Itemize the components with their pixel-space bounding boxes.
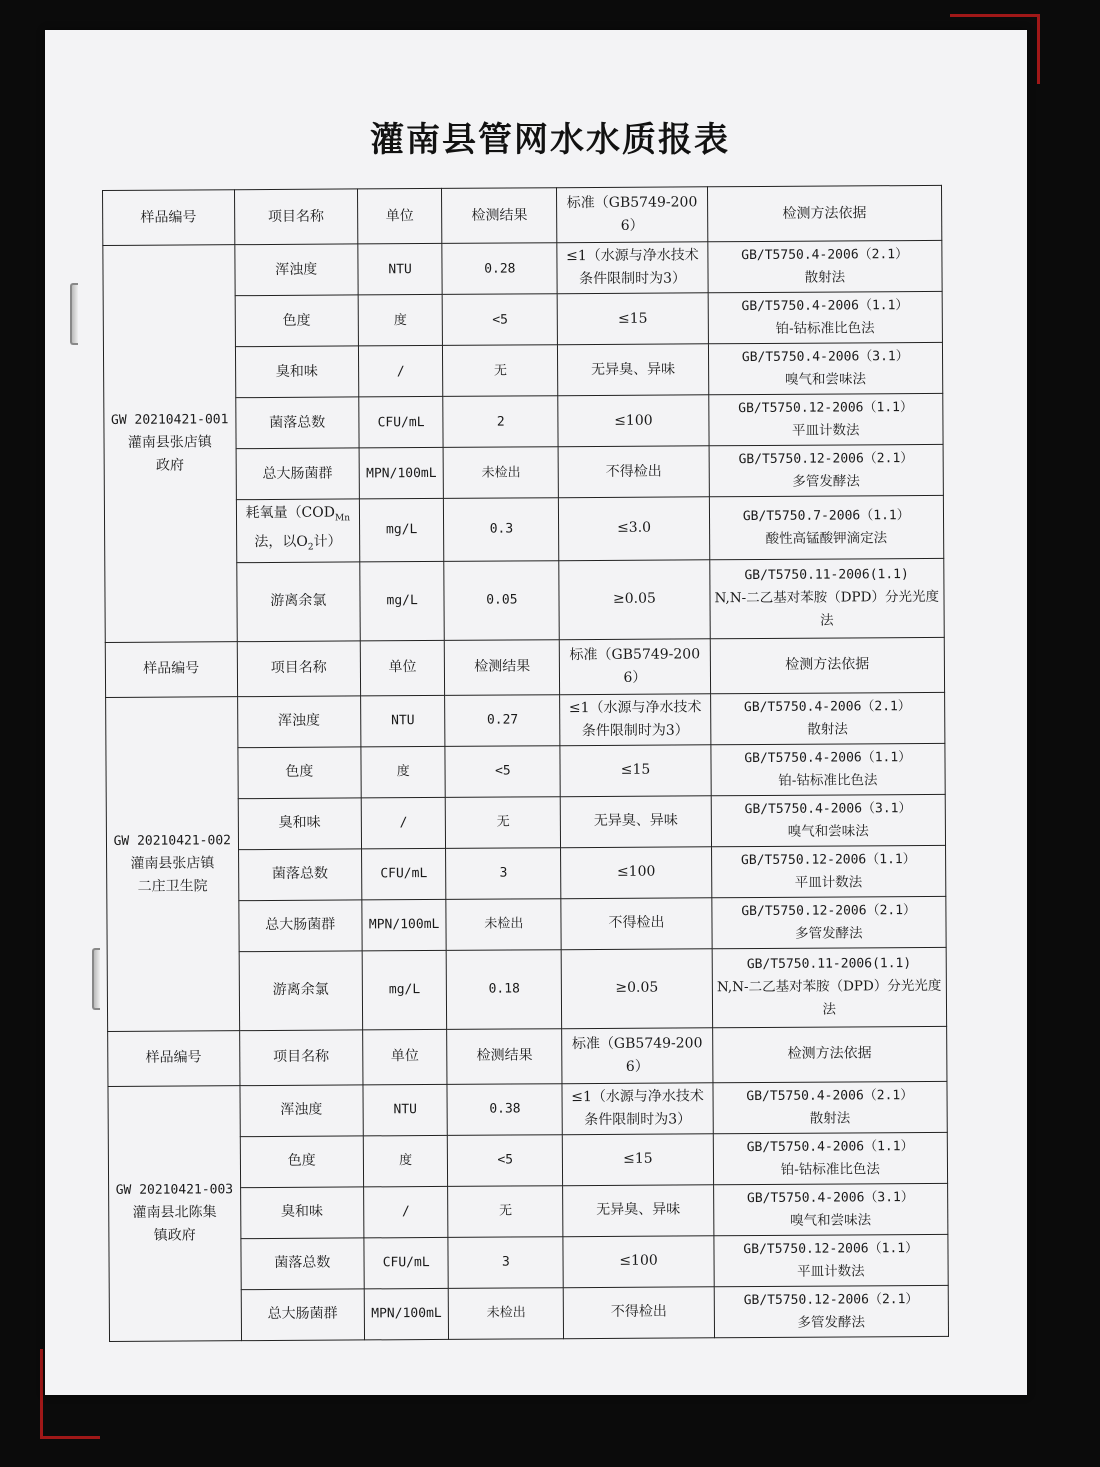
item-name: 菌落总数 — [235, 397, 359, 449]
item-name: 浑浊度 — [237, 696, 361, 748]
method-code: GB/T5750.4-2006（1.1） — [746, 1138, 914, 1155]
standard-cell: ≥0.05 — [559, 559, 710, 639]
sample-location: 灌南县张店镇 — [130, 854, 215, 872]
method-cell — [710, 692, 945, 744]
result-cell: 0.18 — [446, 949, 562, 1029]
page-title: 灌南县管网水水质报表 — [370, 120, 730, 160]
method-name: 酸性高锰酸钾滴定法 — [765, 530, 888, 547]
method-code: GB/T5750.4-2006（2.1） — [746, 1087, 914, 1104]
header-sample-id: 样品编号 — [108, 1030, 240, 1086]
item-subscript: Mn — [334, 513, 351, 524]
result-cell: 3 — [448, 1236, 563, 1288]
method-cell — [712, 1081, 947, 1133]
method-name: 多管发酵法 — [792, 473, 860, 490]
item-name: 臭和味 — [238, 798, 362, 850]
unit-cell: MPN/100mL — [364, 1288, 449, 1340]
result-cell: 未检出 — [443, 447, 558, 499]
header-standard: 标准（GB5749-2006） — [560, 638, 710, 694]
method-name: 铂-钴标准比色法 — [778, 771, 878, 789]
result-cell: 0.3 — [444, 498, 560, 561]
unit-cell: mg/L — [362, 950, 447, 1030]
sample-id: GW 20210421-003 — [115, 1182, 234, 1199]
method-cell — [708, 393, 943, 445]
standard-cell: ≤15 — [558, 293, 708, 345]
result-cell: 0.27 — [445, 694, 560, 746]
sample-id-cell — [106, 696, 240, 1031]
item-name-part: 耗氧量（COD — [245, 504, 336, 522]
method-cell — [711, 845, 946, 897]
method-code: GB/T5750.12-2006（2.1） — [743, 1291, 919, 1308]
result-cell: <5 — [442, 294, 557, 346]
header-sample-id: 样品编号 — [103, 190, 235, 246]
item-name: 臭和味 — [240, 1187, 364, 1239]
unit-cell: / — [364, 1186, 449, 1238]
corner-mark — [1037, 14, 1040, 84]
header-unit: 单位 — [357, 188, 442, 244]
item-name: 臭和味 — [235, 346, 359, 398]
item-name: 色度 — [240, 1136, 364, 1188]
table-row — [103, 240, 942, 296]
item-name: 总大肠菌群 — [241, 1289, 365, 1341]
header-standard: 标准（GB5749-2006） — [562, 1027, 712, 1083]
item-name: 色度 — [235, 295, 359, 347]
item-name: 游离余氯 — [239, 951, 363, 1031]
item-name: 色度 — [238, 747, 362, 799]
method-cell — [713, 1183, 948, 1235]
item-name: 游离余氯 — [236, 562, 360, 642]
method-cell — [709, 558, 944, 638]
header-method: 检测方法依据 — [710, 637, 945, 693]
unit-cell: NTU — [358, 243, 443, 295]
method-cell — [710, 743, 945, 795]
sample-id: GW 20210421-002 — [113, 832, 232, 849]
method-cell — [708, 342, 943, 394]
result-cell: 未检出 — [448, 1287, 563, 1339]
water-quality-table — [102, 185, 949, 1342]
standard-cell: 无异臭、异味 — [561, 795, 711, 847]
sample-id: GW 20210421-001 — [110, 412, 229, 429]
method-name: 嗅气和尝味法 — [790, 1211, 872, 1229]
standard-cell: ≤1（水源与净水技术条件限制时为3） — [560, 693, 710, 745]
method-cell — [714, 1285, 949, 1337]
method-code: GB/T5750.4-2006（2.1） — [743, 698, 911, 715]
item-name: 浑浊度 — [234, 244, 358, 296]
unit-cell: / — [361, 797, 446, 849]
header-item: 项目名称 — [239, 1030, 363, 1086]
table-row — [106, 692, 945, 748]
header-method: 检测方法依据 — [707, 185, 942, 241]
corner-mark — [950, 14, 1040, 17]
result-cell: 无 — [443, 345, 558, 397]
result-cell: 0.05 — [444, 560, 560, 640]
method-cell — [707, 240, 942, 292]
method-name: 铂-钴标准比色法 — [775, 320, 875, 337]
staple-icon — [92, 948, 100, 1010]
unit-cell: CFU/mL — [361, 848, 446, 900]
sample-location: 灌南县张店镇 — [127, 434, 212, 452]
table-header-row — [105, 637, 944, 697]
sample-id-cell — [103, 245, 237, 642]
header-standard: 标准（GB5749-2006） — [557, 187, 707, 243]
item-name — [236, 499, 360, 562]
item-name: 浑浊度 — [240, 1085, 364, 1137]
result-cell: 2 — [443, 396, 558, 448]
method-name: N,N-二乙基对苯胺（DPD）分光光度法 — [716, 977, 942, 1018]
method-name: 平皿计数法 — [794, 873, 863, 891]
header-result: 检测结果 — [442, 188, 557, 244]
item-name: 总大肠菌群 — [238, 900, 362, 952]
header-result: 检测结果 — [445, 639, 560, 695]
method-cell — [709, 495, 944, 559]
standard-cell: 无异臭、异味 — [563, 1184, 713, 1236]
sample-id-cell — [108, 1085, 241, 1341]
staple-icon — [70, 283, 78, 345]
sample-location: 镇政府 — [153, 1227, 196, 1244]
unit-cell: / — [358, 345, 443, 397]
result-cell: <5 — [445, 745, 560, 797]
sample-location: 灌南县北陈集 — [132, 1204, 217, 1221]
header-item: 项目名称 — [237, 641, 361, 697]
standard-cell: ≤100 — [561, 846, 711, 898]
method-cell — [711, 896, 946, 948]
unit-cell: MPN/100mL — [362, 899, 447, 951]
method-code: GB/T5750.11-2006(1.1) — [744, 567, 909, 584]
unit-cell: NTU — [363, 1084, 448, 1136]
method-cell — [708, 291, 943, 343]
method-code: GB/T5750.11-2006(1.1) — [746, 956, 912, 973]
item-subscript: 2 — [307, 542, 314, 553]
standard-cell: 无异臭、异味 — [558, 344, 708, 396]
standard-cell: 不得检出 — [558, 446, 708, 498]
standard-cell: ≥0.05 — [562, 948, 713, 1028]
method-name: 散射法 — [804, 269, 846, 286]
standard-cell: ≤15 — [560, 744, 710, 796]
method-code: GB/T5750.4-2006（3.1） — [744, 800, 912, 817]
method-cell — [713, 1234, 948, 1286]
result-cell: 3 — [446, 847, 561, 899]
unit-cell: CFU/mL — [364, 1237, 449, 1289]
method-code: GB/T5750.4-2006（3.1） — [741, 349, 909, 366]
header-result: 检测结果 — [447, 1028, 562, 1084]
method-name: 平皿计数法 — [797, 1262, 865, 1280]
method-cell — [711, 794, 946, 846]
item-name: 菌落总数 — [240, 1238, 364, 1290]
method-code: GB/T5750.4-2006（1.1） — [744, 749, 912, 766]
corner-mark — [40, 1349, 43, 1439]
sample-location: 政府 — [155, 457, 185, 474]
table-header-row — [108, 1026, 947, 1086]
sample-location: 二庄卫生院 — [137, 877, 208, 895]
standard-cell: ≤1（水源与净水技术条件限制时为3） — [557, 242, 707, 294]
method-name: 嗅气和尝味法 — [787, 822, 869, 840]
unit-cell: 度 — [361, 746, 446, 798]
method-name: 散射法 — [807, 721, 848, 738]
result-cell: 0.28 — [442, 243, 557, 295]
unit-cell: NTU — [361, 695, 446, 747]
item-name: 菌落总数 — [238, 849, 362, 901]
method-code: GB/T5750.12-2006（1.1） — [740, 851, 916, 868]
result-cell: 无 — [445, 796, 560, 848]
result-cell: 未检出 — [446, 898, 561, 950]
standard-cell: 不得检出 — [564, 1286, 714, 1338]
unit-cell: 度 — [358, 294, 443, 346]
method-cell — [709, 444, 944, 496]
unit-cell: MPN/100mL — [359, 447, 444, 499]
method-name: 多管发酵法 — [797, 1313, 865, 1331]
header-sample-id: 样品编号 — [105, 641, 237, 697]
unit-cell: 度 — [363, 1135, 448, 1187]
standard-cell: ≤100 — [558, 395, 708, 447]
method-name: 嗅气和尝味法 — [784, 371, 866, 388]
method-code: GB/T5750.7-2006（1.1） — [742, 507, 910, 524]
header-unit: 单位 — [360, 640, 445, 696]
method-cell — [712, 947, 947, 1027]
method-code: GB/T5750.4-2006（3.1） — [746, 1189, 914, 1206]
result-cell: <5 — [448, 1134, 563, 1186]
method-code: GB/T5750.12-2006（1.1） — [738, 400, 914, 417]
standard-cell: ≤1（水源与净水技术条件限制时为3） — [562, 1082, 712, 1134]
header-unit: 单位 — [363, 1029, 448, 1085]
header-item: 项目名称 — [234, 189, 358, 245]
item-name: 总大肠菌群 — [236, 448, 360, 500]
corner-mark — [40, 1436, 100, 1439]
method-name: 铂-钴标准比色法 — [780, 1160, 880, 1178]
method-code: GB/T5750.12-2006（1.1） — [743, 1240, 919, 1257]
method-code: GB/T5750.12-2006（2.1） — [741, 902, 917, 919]
method-name: 平皿计数法 — [791, 422, 860, 439]
item-name-part: 计） — [313, 533, 342, 550]
item-name-part: 法，以O — [254, 533, 308, 550]
standard-cell: ≤15 — [563, 1133, 713, 1185]
standard-cell: ≤3.0 — [559, 497, 709, 561]
unit-cell: mg/L — [359, 498, 444, 561]
method-name: 多管发酵法 — [795, 924, 863, 942]
table-header-row — [103, 185, 942, 245]
unit-cell: CFU/mL — [359, 396, 444, 448]
method-code: GB/T5750.4-2006（2.1） — [741, 247, 909, 264]
method-code: GB/T5750.4-2006（1.1） — [741, 298, 909, 315]
method-name: 散射法 — [809, 1110, 851, 1127]
unit-cell: mg/L — [360, 561, 445, 641]
table-row — [108, 1081, 947, 1137]
header-method: 检测方法依据 — [712, 1026, 947, 1082]
result-cell: 0.38 — [447, 1083, 562, 1135]
method-name: N,N-二乙基对苯胺（DPD）分光光度法 — [714, 588, 939, 629]
method-cell — [713, 1132, 948, 1184]
result-cell: 无 — [448, 1185, 563, 1237]
method-code: GB/T5750.12-2006（2.1） — [738, 451, 914, 468]
standard-cell: ≤100 — [563, 1235, 713, 1287]
standard-cell: 不得检出 — [561, 897, 711, 949]
